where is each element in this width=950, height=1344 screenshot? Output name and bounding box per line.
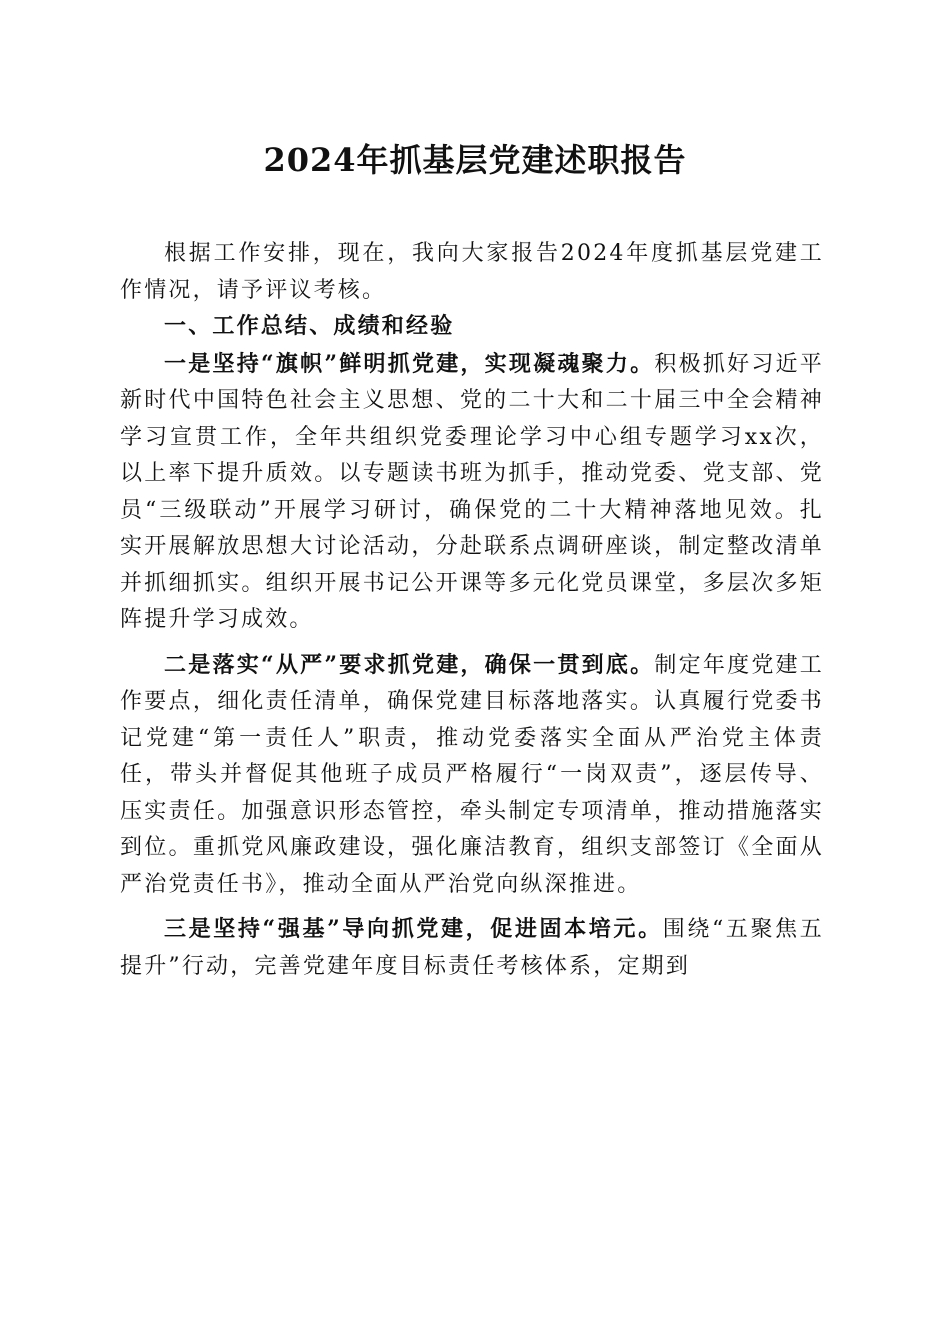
paragraph-3-text: 围绕“五聚焦五提升”行动，完善党建年度目标责任考核体系，定期到 xyxy=(120,917,824,979)
document-title: 2024年抓基层党建述职报告 xyxy=(263,141,687,179)
paragraph-3-lead: 三是坚持“强基”导向抓党建，促进固本培元。 xyxy=(164,916,663,942)
document-body xyxy=(120,236,824,985)
intro-paragraph: 根据工作安排，现在，我向大家报告2024年度抓基层党建工作情况，请予评议考核。 xyxy=(120,241,824,303)
section-heading: 一、工作总结、成绩和经验 xyxy=(164,314,455,339)
paragraph-3 xyxy=(120,911,824,985)
paragraph-2 xyxy=(120,647,824,904)
paragraph-2-lead: 二是落实“从严”要求抓党建，确保一贯到底。 xyxy=(164,651,655,678)
paragraph-1 xyxy=(120,346,824,639)
paragraph-1-lead: 一是坚持“旗帜”鲜明抓党建，实现凝魂聚力。 xyxy=(164,350,655,377)
paragraph-2-text: 制定年度党建工作要点，细化责任清单，确保党建目标落地落实。认真履行党委书记党建“第一责任人”职责，推动党委落实全面从严治党主体责任，带头并督促其他班子成员严格履行“一岗双责”，逐层传导、压实责任。加强意识形态管控，牵头制定专项清单，推动措施落实到位。重抓党风廉政建设，强化廉洁教育，组织支部签订《全面从严治党责任书》，推动全面从严治党向纵深推进。 xyxy=(120,652,824,897)
paragraph-1-text: 积极抓好习近平新时代中国特色社会主义思想、党的二十大和二十届三中全会精神学习宣贯工作，全年共组织党委理论学习中心组专题学习xx次，以上率下提升质效。以专题读书班为抓手，推动党委、党支部、党员“三级联动”开展学习研讨，确保党的二十大精神落地见效。扎实开展解放思想大讨论活动，分赴联系点调研座谈，制定整改清单并抓细抓实。组织开展书记公开课等多元化党员课堂，多层次多矩阵提升学习成效。 xyxy=(120,351,824,632)
